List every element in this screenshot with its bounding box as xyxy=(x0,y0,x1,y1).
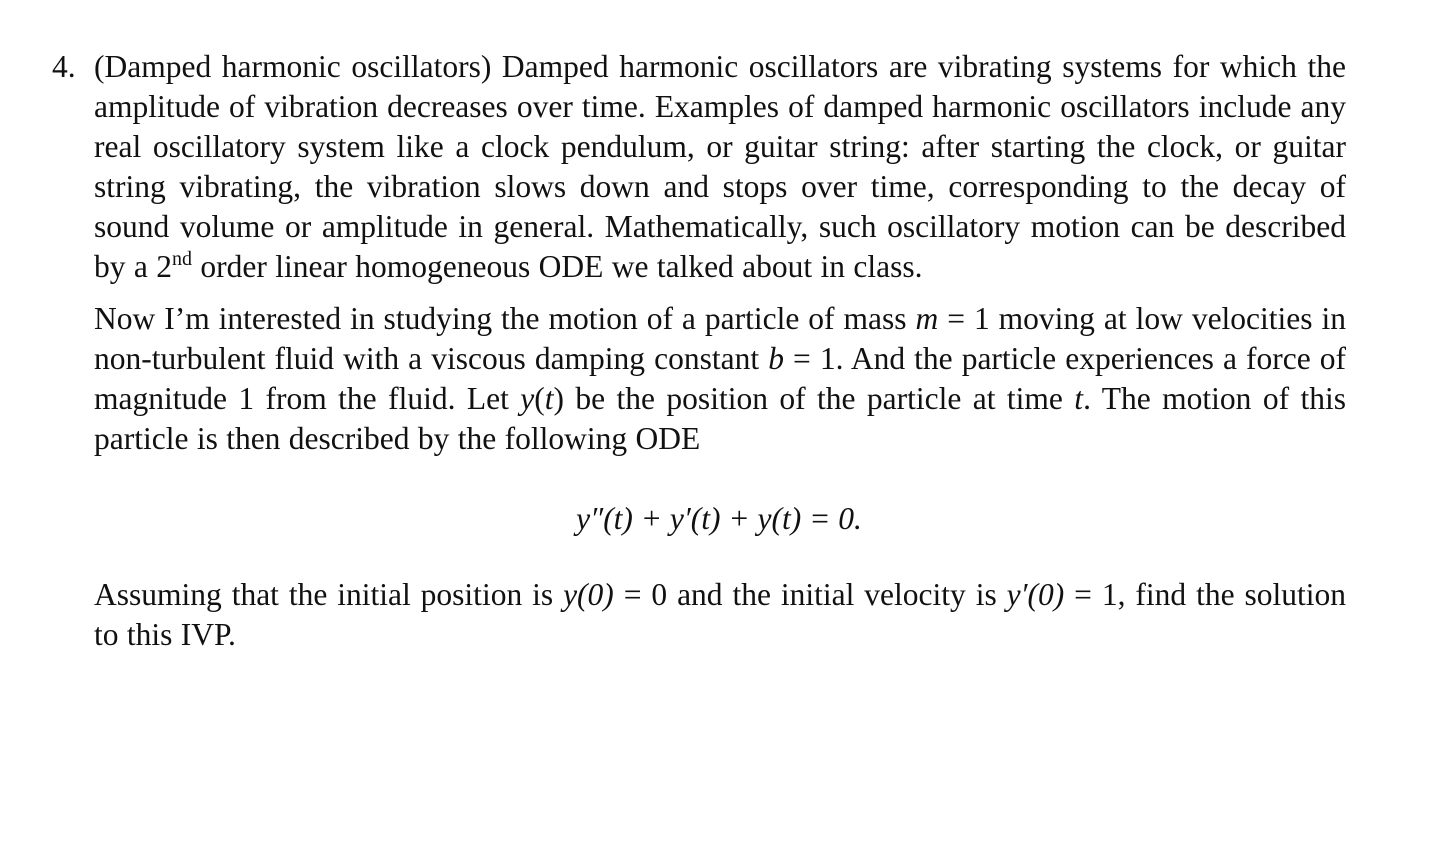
position-symbol: y xyxy=(520,381,535,416)
ivp-text-2: = 0 and the initial velocity is xyxy=(613,577,1007,612)
initial-velocity: y′(0) xyxy=(1006,577,1065,612)
problem-4 xyxy=(0,47,1434,655)
ivp-text-1: Assuming that the initial position is xyxy=(94,577,564,612)
setup-paragraph xyxy=(94,299,1346,459)
ivp-text-3: = 1, find the solution to this IVP. xyxy=(94,577,1347,652)
problem-row xyxy=(0,47,1434,287)
damping-symbol: b xyxy=(768,341,784,376)
intro-paragraph xyxy=(94,47,1346,287)
setup-text-5: ) be the position of the particle at time xyxy=(553,381,1075,416)
setup-text-6: . The motion of this particle is then described by the following ODE xyxy=(94,381,1346,456)
intro-text-a: (Damped harmonic oscillators) Damped harmonic oscillators are vibrating systems for which the amplitude of vibration decreases over time. Examples of damped harmonic oscillators include any real oscillatory system like a clock pendulum, or guitar string: after starting the clock, or guitar string vibrating, the vibration slows down and stops over time, corresponding to the decay of sound volume or amplitude in general. Mathematically, such oscillatory motion can be described by a 2 xyxy=(94,49,1346,284)
ode-equation-text: y″(t) + y′(t) + y(t) = 0. xyxy=(576,501,862,536)
ordinal-superscript: nd xyxy=(171,248,192,270)
ivp-paragraph xyxy=(94,575,1346,655)
intro-text-b: order linear homogeneous ODE we talked about in class. xyxy=(191,249,923,284)
problem-number: 4. xyxy=(52,49,76,84)
mass-symbol: m xyxy=(915,301,939,336)
setup-text-3: = 1. And the particle experiences a force of magnitude 1 from the fluid. Let xyxy=(94,341,1347,416)
initial-position: y(0) xyxy=(563,577,614,612)
time-symbol: t xyxy=(544,381,554,416)
ode-equation xyxy=(2,497,1434,541)
setup-text-4: ( xyxy=(534,381,545,416)
setup-text-2: = 1 moving at low velocities in non-turbulent fluid with a viscous damping constant xyxy=(94,301,1346,376)
setup-text-1: Now I’m interested in studying the motion of a particle of mass xyxy=(94,301,916,336)
time-symbol-2: t xyxy=(1074,381,1084,416)
